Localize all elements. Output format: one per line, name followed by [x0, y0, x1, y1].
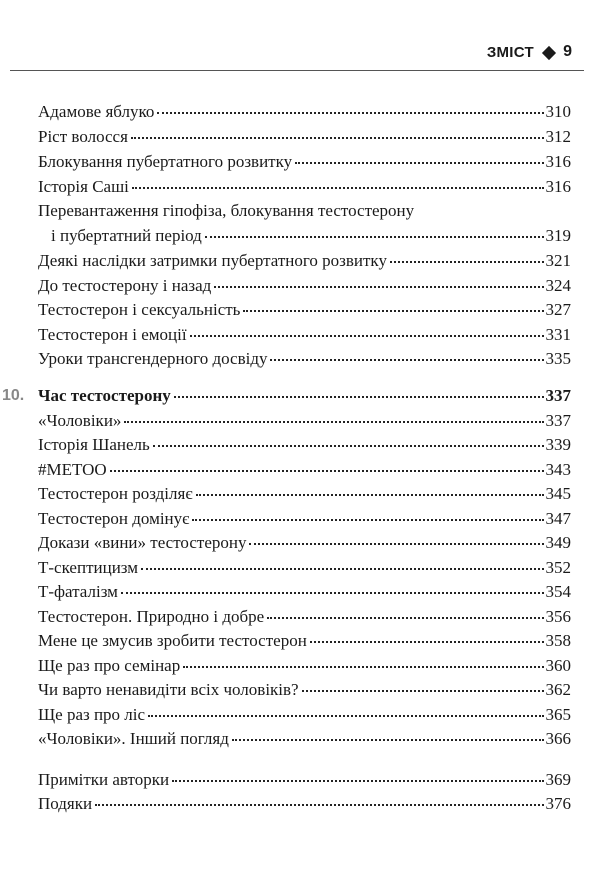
toc-entry [0, 482, 600, 506]
toc-entry-title: «Чоловіки». Інший погляд [38, 729, 229, 748]
toc-entry-title: Деякі наслідки затримки пубертатного розвитку [38, 251, 387, 270]
toc-entry [0, 347, 600, 371]
toc-entry-page: 352 [545, 558, 571, 577]
toc-entry [0, 125, 600, 149]
running-header [0, 42, 600, 66]
toc-entry-title: Адамове яблуко [38, 102, 155, 121]
toc-entry-page: 339 [545, 435, 571, 454]
dot-leader [124, 421, 543, 423]
toc-entry-line1 [0, 199, 600, 223]
dot-leader [243, 310, 543, 312]
dot-leader [249, 543, 543, 545]
dot-leader [157, 112, 543, 114]
toc-entry-title: Тестостерон розділяє [38, 484, 193, 503]
toc-entry-page: 349 [545, 533, 571, 552]
toc-entry-title: Тестостерон домінує [38, 509, 190, 528]
toc-entry-title: Тестостерон і сексуальність [38, 300, 241, 319]
toc-entry [0, 792, 600, 816]
dot-leader [214, 286, 543, 288]
toc-entry-page: 369 [545, 770, 571, 789]
dot-leader [205, 236, 544, 238]
toc-entry [0, 507, 600, 531]
toc-entry [0, 629, 600, 653]
dot-leader [141, 568, 543, 570]
toc-entry-page: 362 [545, 680, 571, 699]
toc-entry-page: 337 [545, 411, 571, 430]
header-rule [10, 70, 584, 71]
toc-entry-page: 327 [545, 300, 571, 319]
chapter-number: 10. [2, 387, 25, 404]
toc-entry-page: 354 [545, 582, 571, 601]
toc-entry [0, 556, 600, 580]
toc-entry [0, 298, 600, 322]
toc-entry [0, 433, 600, 457]
toc-entry [0, 323, 600, 347]
dot-leader [232, 739, 544, 741]
toc-entry-page: 319 [545, 226, 571, 245]
toc-entry-page: 331 [545, 325, 571, 344]
toc-entry-title: Т-скептицизм [38, 558, 139, 577]
chapter-page: 337 [545, 386, 571, 405]
toc-entry-title-continued: і пубертатний період [51, 226, 202, 245]
toc-entry-title: Ще раз про семінар [38, 656, 181, 675]
dot-leader [174, 396, 544, 398]
dot-leader [153, 445, 544, 447]
toc-entry-title: Історія Саші [38, 177, 129, 196]
toc-entry-title: Чи варто ненавидіти всіх чоловіків? [38, 680, 299, 699]
toc-entry-title: Історія Шанель [38, 435, 150, 454]
toc-entry [0, 531, 600, 555]
toc-entry-title: Уроки трансгендерного досвіду [38, 349, 268, 368]
header-title: ЗМІСТ [486, 44, 534, 61]
toc-entry-page: 321 [545, 251, 571, 270]
toc-entry-title: Ще раз про ліс [38, 705, 146, 724]
dot-leader [310, 641, 544, 643]
toc-entry-page: 335 [545, 349, 571, 368]
toc-entry-title: Т-фаталізм [38, 582, 118, 601]
toc-entry-page: 347 [545, 509, 571, 528]
toc-entry-title: Тестостерон і емоції [38, 325, 187, 344]
dot-leader [110, 470, 544, 472]
toc-entry-page: 324 [545, 276, 571, 295]
dot-leader [196, 494, 544, 496]
toc-entry-title: #МЕТОО [38, 460, 107, 479]
toc-entry-title: Мене це змусив зробити тестостерон [38, 631, 307, 650]
toc-entry-page: 345 [545, 484, 571, 503]
toc-entry [0, 703, 600, 727]
dot-leader [390, 261, 544, 263]
diamond-ornament-icon [542, 46, 556, 60]
dot-leader [270, 359, 543, 361]
toc-entry-title: Блокування пубертатного розвитку [38, 152, 293, 171]
dot-leader [192, 519, 543, 521]
dot-leader [295, 162, 543, 164]
dot-leader [267, 617, 543, 619]
toc-entry [0, 654, 600, 678]
dot-leader [121, 592, 544, 594]
toc-entry-page: 365 [545, 705, 571, 724]
toc-entry [0, 175, 600, 199]
toc-entry-title: До тестостерону і назад [38, 276, 212, 295]
dot-leader [132, 187, 544, 189]
dot-leader [172, 780, 543, 782]
toc-entry-title: Ріст волосся [38, 127, 128, 146]
toc-entry-page: 366 [545, 729, 571, 748]
dot-leader [190, 335, 544, 337]
dot-leader [183, 666, 543, 668]
toc-entry [0, 605, 600, 629]
toc-entry [0, 100, 600, 124]
toc-entry-title: «Чоловіки» [38, 411, 122, 430]
toc-entry-page: 310 [545, 102, 571, 121]
dot-leader [131, 137, 544, 139]
toc-entry [0, 458, 600, 482]
toc-entry [0, 768, 600, 792]
toc-entry-page: 316 [545, 177, 571, 196]
dot-leader [95, 804, 543, 806]
chapter-title: Час тестостерону [38, 386, 171, 405]
toc-entry-title: Подяки [38, 794, 93, 813]
toc-entry [0, 274, 600, 298]
toc-entry [0, 678, 600, 702]
toc-entry-page: 343 [545, 460, 571, 479]
toc-entry-title: Примітки авторки [38, 770, 170, 789]
toc-entry [0, 224, 600, 248]
toc-entry-title: Тестостерон. Природно і добре [38, 607, 265, 626]
toc-entry-page: 358 [545, 631, 571, 650]
toc-entry [0, 150, 600, 174]
toc-entry-page: 360 [545, 656, 571, 675]
toc-entry [0, 409, 600, 433]
toc-entry-title: Докази «вини» тестостерону [38, 533, 247, 552]
toc-chapter-heading [0, 384, 600, 408]
toc-entry-page: 376 [545, 794, 571, 813]
toc-entry-page: 312 [545, 127, 571, 146]
toc-entry [0, 580, 600, 604]
dot-leader [302, 690, 544, 692]
toc-entry-page: 356 [545, 607, 571, 626]
dot-leader [148, 715, 543, 717]
toc-entry-page: 316 [545, 152, 571, 171]
header-page-number: 9 [563, 43, 572, 60]
toc-entry-title: Перевантаження гіпофіза, блокування тестостерону [38, 201, 415, 220]
toc-entry [0, 249, 600, 273]
toc-entry [0, 727, 600, 751]
